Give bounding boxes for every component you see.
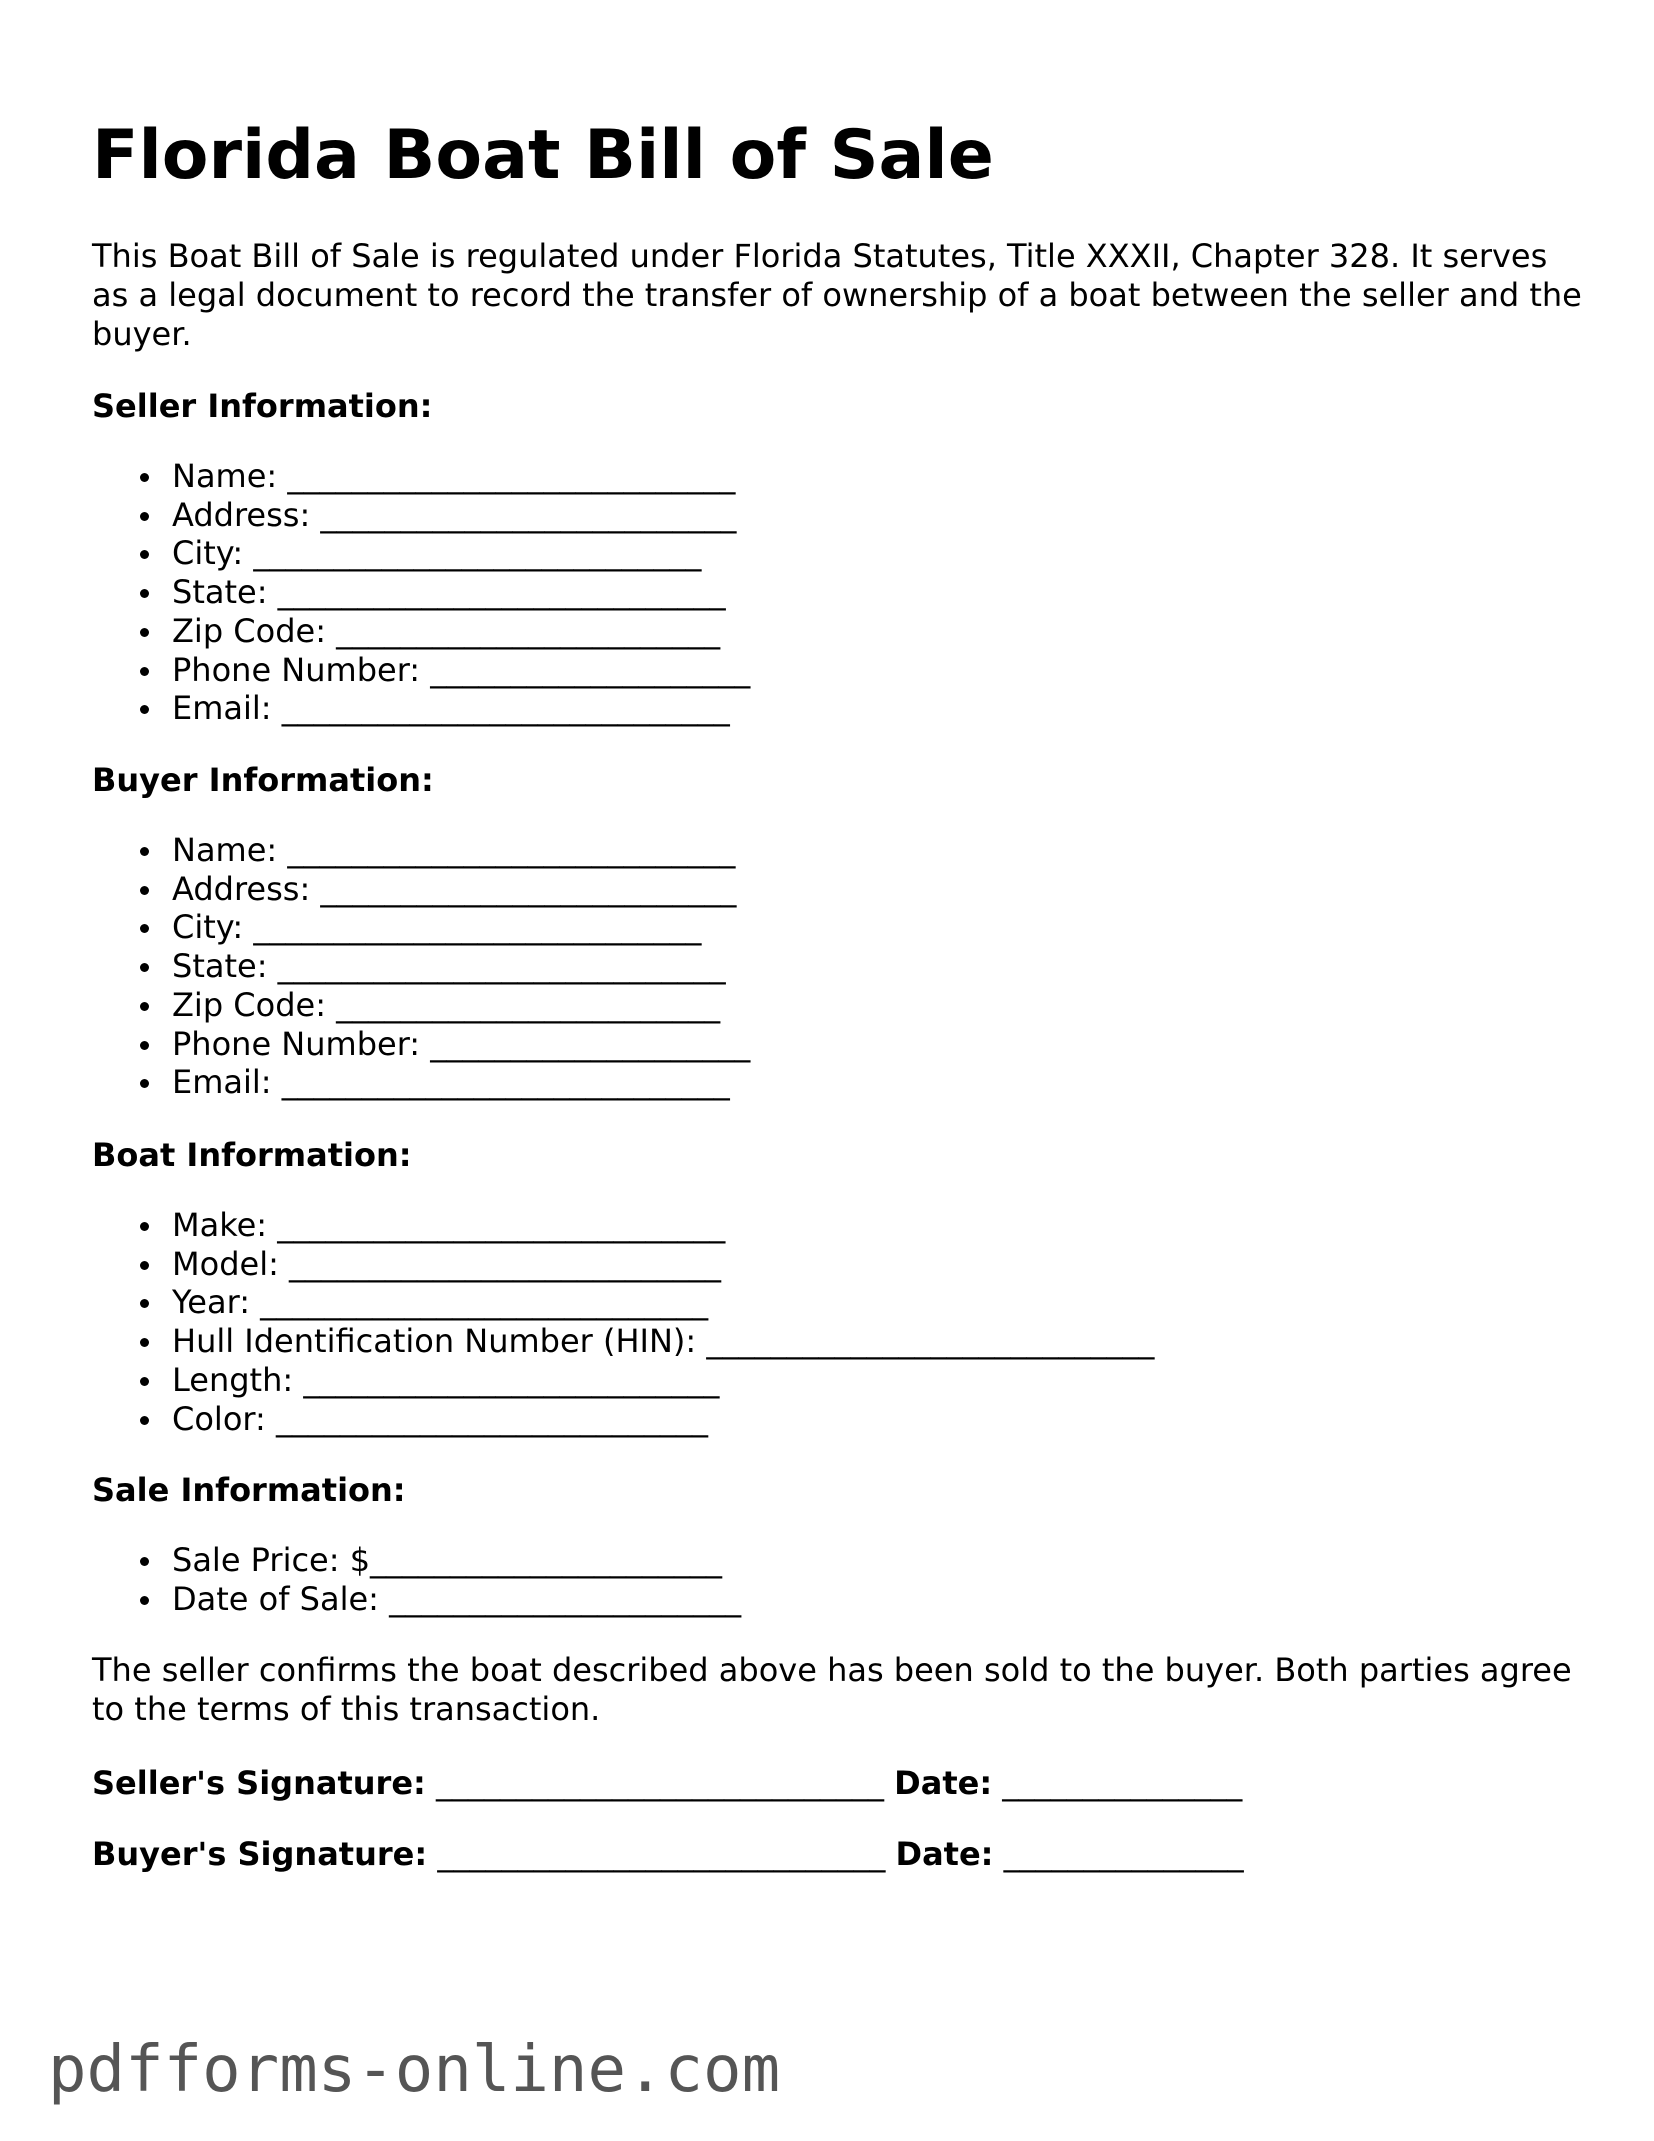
sale-section-heading: Sale Information: (92, 1471, 406, 1509)
boat-make-field[interactable]: Make: ____________________________ (92, 1206, 1154, 1245)
buyer-state-field[interactable]: State: ____________________________ (92, 947, 750, 986)
buyer-address-field[interactable]: Address: __________________________ (92, 870, 750, 909)
seller-date-line[interactable]: _______________ (992, 1764, 1243, 1802)
sale-date-field[interactable]: Date of Sale: ______________________ (92, 1580, 741, 1619)
seller-city-field[interactable]: City: ____________________________ (92, 534, 750, 573)
sale-price-field[interactable]: Sale Price: $______________________ (92, 1541, 741, 1580)
buyer-name-field[interactable]: Name: ____________________________ (92, 831, 750, 870)
seller-zip-field[interactable]: Zip Code: ________________________ (92, 612, 750, 651)
buyer-section-heading: Buyer Information: (92, 761, 434, 799)
seller-section-heading: Seller Information: (92, 387, 433, 425)
buyer-field-list (92, 831, 750, 1102)
boat-year-field[interactable]: Year: ____________________________ (92, 1283, 1154, 1322)
buyer-phone-field[interactable]: Phone Number: ____________________ (92, 1025, 750, 1064)
seller-email-field[interactable]: Email: ____________________________ (92, 689, 750, 728)
boat-hin-field[interactable]: Hull Identification Number (HIN): ____________________________ (92, 1322, 1154, 1361)
buyer-signature-line[interactable]: ____________________________ (427, 1835, 896, 1873)
buyer-signature-label: Buyer's Signature: (92, 1835, 428, 1873)
closing-paragraph: The seller confirms the boat described above has been sold to the buyer. Both parties agree to the terms of this transaction. (92, 1651, 1572, 1728)
seller-signature-label: Seller's Signature: (92, 1764, 426, 1802)
buyer-date-line[interactable]: _______________ (993, 1835, 1244, 1873)
seller-address-field[interactable]: Address: __________________________ (92, 496, 750, 535)
buyer-email-field[interactable]: Email: ____________________________ (92, 1063, 750, 1102)
buyer-signature-row (92, 1835, 1244, 1874)
boat-model-field[interactable]: Model: ___________________________ (92, 1245, 1154, 1284)
document-title: Florida Boat Bill of Sale (92, 116, 994, 195)
boat-section-heading: Boat Information: (92, 1136, 412, 1174)
seller-phone-field[interactable]: Phone Number: ____________________ (92, 651, 750, 690)
sale-field-list (92, 1541, 741, 1618)
seller-field-list (92, 457, 750, 728)
seller-signature-line[interactable]: ____________________________ (425, 1764, 895, 1802)
seller-name-field[interactable]: Name: ____________________________ (92, 457, 750, 496)
seller-date-label: Date: (894, 1764, 993, 1802)
intro-paragraph: This Boat Bill of Sale is regulated under Florida Statutes, Title XXXII, Chapter 328. It serves as a legal document to record the transfer of ownership of a boat between the seller and the buyer. (92, 237, 1582, 353)
buyer-zip-field[interactable]: Zip Code: ________________________ (92, 986, 750, 1025)
buyer-city-field[interactable]: City: ____________________________ (92, 908, 750, 947)
boat-length-field[interactable]: Length: __________________________ (92, 1361, 1154, 1400)
boat-color-field[interactable]: Color: ___________________________ (92, 1400, 1154, 1439)
buyer-date-label: Date: (895, 1835, 994, 1873)
seller-signature-row (92, 1764, 1242, 1803)
boat-field-list (92, 1206, 1154, 1438)
site-watermark: pdfforms-online.com (48, 2033, 781, 2107)
seller-state-field[interactable]: State: ____________________________ (92, 573, 750, 612)
